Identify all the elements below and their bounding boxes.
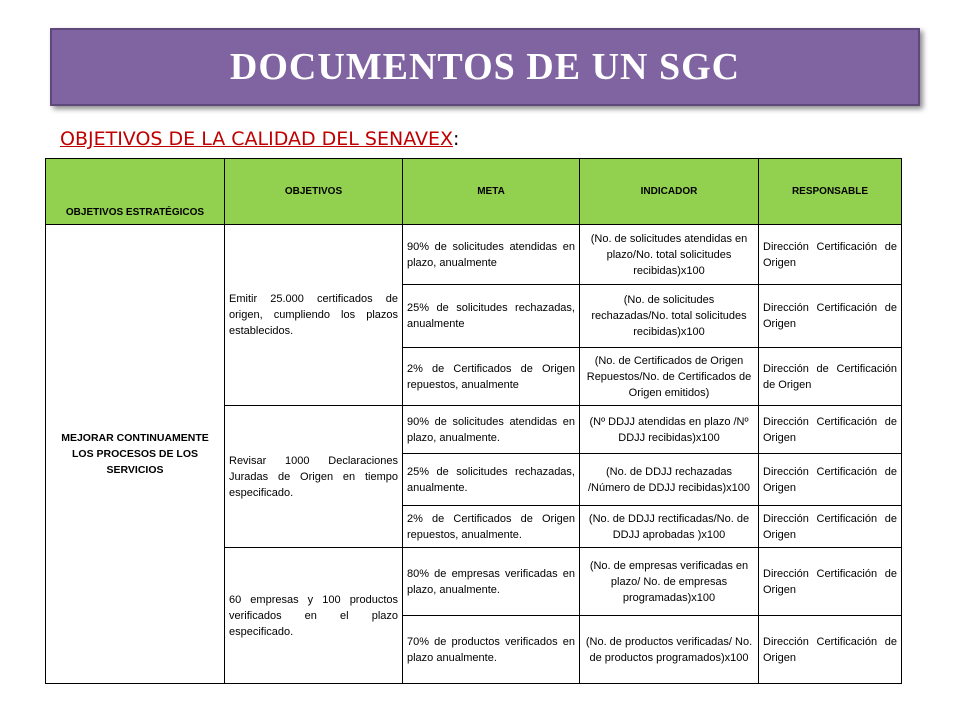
table-row (46, 225, 902, 285)
header-row (46, 159, 902, 225)
subtitle-colon: : (453, 128, 460, 150)
meta-cell: 25% de solicitudes rechazadas, anualmente (403, 285, 580, 348)
header-indicador: INDICADOR (580, 159, 759, 225)
meta-cell: 70% de productos verificados en plazo anualmente. (403, 616, 580, 684)
header-objetivos: OBJETIVOS (225, 159, 403, 225)
objective-cell: 60 empresas y 100 productos verificados en el plazo especificado. (225, 548, 403, 684)
indicator-cell: (No. de Certificados de Origen Repuestos/No. de Certificados de Origen emitidos) (580, 348, 759, 406)
section-subtitle (60, 128, 459, 150)
header-meta: META (403, 159, 580, 225)
responsible-cell: Dirección de Certificación de Origen (759, 348, 902, 406)
responsible-cell: Dirección Certificación de Origen (759, 616, 902, 684)
responsible-cell: Dirección Certificación de Origen (759, 406, 902, 454)
indicator-cell: (Nº DDJJ atendidas en plazo /Nº DDJJ recibidas)x100 (580, 406, 759, 454)
meta-cell: 2% de Certificados de Origen repuestos, anualmente (403, 348, 580, 406)
indicator-cell: (No. de empresas verificadas en plazo/ No. de empresas programadas)x100 (580, 548, 759, 616)
meta-cell: 25% de solicitudes rechazadas, anualmente. (403, 454, 580, 506)
meta-cell: 90% de solicitudes atendidas en plazo, anualmente. (403, 406, 580, 454)
indicator-cell: (No. de solicitudes rechazadas/No. total solicitudes recibidas)x100 (580, 285, 759, 348)
objective-cell: Revisar 1000 Declaraciones Juradas de Origen en tiempo especificado. (225, 406, 403, 548)
indicator-cell: (No. de solicitudes atendidas en plazo/No. total solicitudes recibidas)x100 (580, 225, 759, 285)
responsible-cell: Dirección Certificación de Origen (759, 454, 902, 506)
meta-cell: 2% de Certificados de Origen repuestos, anualmente. (403, 506, 580, 548)
objective-cell: Emitir 25.000 certificados de origen, cumpliendo los plazos establecidos. (225, 225, 403, 406)
meta-cell: 90% de solicitudes atendidas en plazo, anualmente (403, 225, 580, 285)
indicator-cell: (No. de DDJJ rechazadas /Número de DDJJ recibidas)x100 (580, 454, 759, 506)
responsible-cell: Dirección Certificación de Origen (759, 285, 902, 348)
subtitle-text: OBJETIVOS DE LA CALIDAD DEL SENAVEX (60, 128, 454, 150)
header-responsable: RESPONSABLE (759, 159, 902, 225)
header-objetivos-estrategicos: OBJETIVOS ESTRATÉGICOS (46, 159, 225, 225)
responsible-cell: Dirección Certificación de Origen (759, 506, 902, 548)
responsible-cell: Dirección Certificación de Origen (759, 225, 902, 285)
quality-objectives-table (45, 158, 902, 684)
indicator-cell: (No. de DDJJ rectificadas/No. de DDJJ aprobadas )x100 (580, 506, 759, 548)
meta-cell: 80% de empresas verificadas en plazo, anualmente. (403, 548, 580, 616)
title-banner (50, 28, 920, 106)
strategic-objective-cell: MEJORAR CONTINUAMENTE LOS PROCESOS DE LOS SERVICIOS (46, 225, 225, 684)
indicator-cell: (No. de productos verificadas/ No. de productos programados)x100 (580, 616, 759, 684)
responsible-cell: Dirección Certificación de Origen (759, 548, 902, 616)
page-title: DOCUMENTOS DE UN SGC (229, 46, 741, 88)
